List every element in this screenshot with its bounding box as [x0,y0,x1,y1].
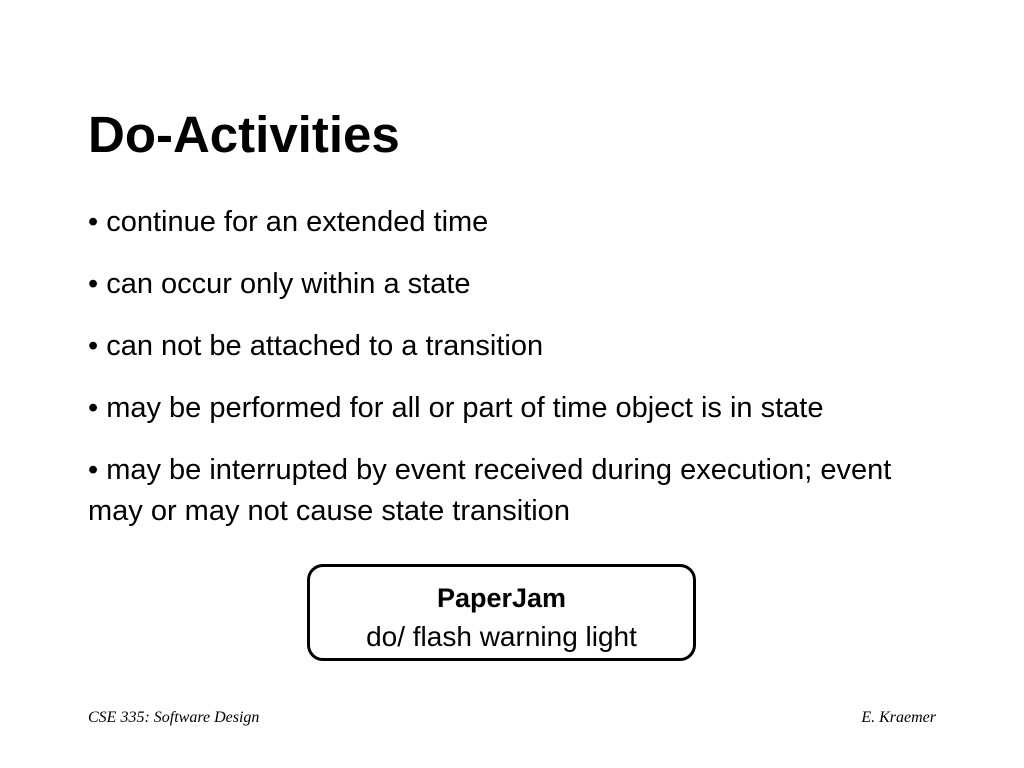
bullet-item: • can not be attached to a transition [88,330,544,362]
footer-course: CSE 335: Software Design [88,709,260,726]
state-diagram-box [307,564,696,661]
state-name: PaperJam [436,583,567,613]
bullet-item: • can occur only within a state [88,268,471,300]
bullet-list [88,202,928,553]
bullet-item: • may be interrupted by event received during execution; event may or may not cause state transition [88,454,892,527]
bullet-item: • continue for an extended time [88,206,489,238]
state-activity: do/ flash warning light [366,621,637,652]
bullet-item: • may be performed for all or part of time object is in state [88,392,824,424]
footer-author: E. Kraemer [861,709,936,726]
slide-title: Do-Activities [88,106,400,163]
